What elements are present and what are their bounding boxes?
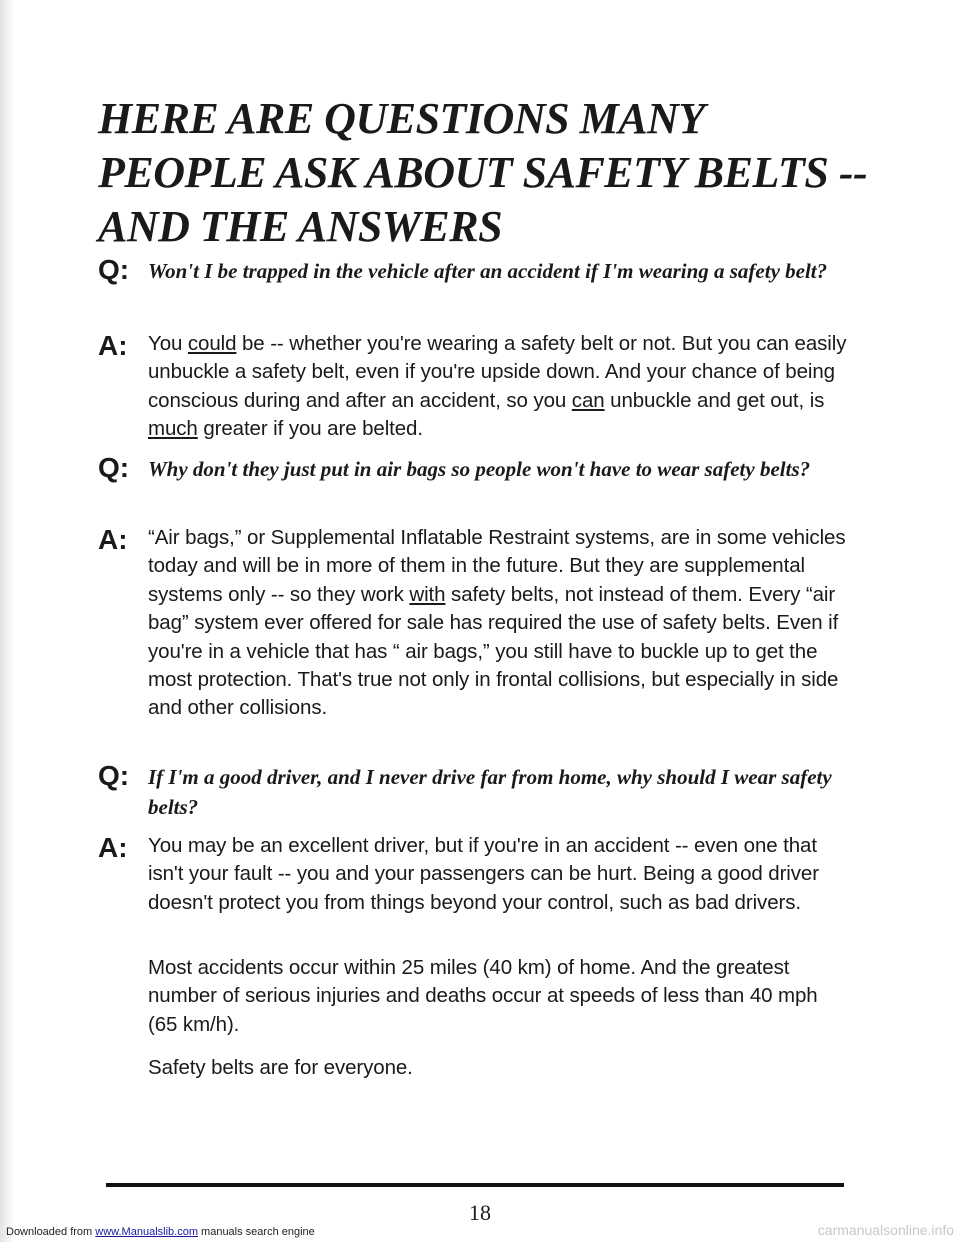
emphasis-with: with	[409, 582, 446, 606]
a-marker: A:	[98, 524, 128, 555]
page-edge-shadow	[0, 0, 14, 1242]
emphasis-can: can	[571, 388, 605, 412]
download-credit: Downloaded from www.Manualslib.com manuals search engine	[6, 1226, 315, 1238]
page-title: HERE ARE QUESTIONS MANY PEOPLE ASK ABOUT SAFETY BELTS -- AND THE ANSWERS	[98, 94, 868, 251]
answer-text: You could be -- whether you're wearing a safety belt or not. But you can easily unbuckle a safety belt, even if you're upside down. And your chance of being conscious during and after an accident, so you can unbuckle and get out, is much greater if you are belted.	[148, 332, 847, 441]
page-number: 18	[469, 1200, 491, 1225]
a-marker: A:	[98, 330, 128, 361]
emphasis-much: much	[148, 417, 198, 441]
emphasis-could: could	[187, 332, 237, 355]
answer-text: You may be an excellent driver, but if you're in an accident -- even one that isn't your fault -- you and your passengers can be hurt. Being a good driver doesn't protect you from things beyond your control, such as bad drivers.	[148, 834, 819, 914]
footer-rule	[106, 1183, 844, 1187]
watermark-text: carmanualsonline.info	[817, 1222, 954, 1238]
q-marker: Q:	[98, 760, 130, 791]
question-text: Why don't they just put in air bags so people won't have to wear safety belts?	[148, 457, 811, 481]
manualslib-link[interactable]: www.Manualslib.com	[95, 1226, 198, 1238]
q-marker: Q:	[98, 254, 130, 285]
body-paragraph: Most accidents occur within 25 miles (40 km) of home. And the greatest number of serious injuries and deaths occur at speeds of less than 40 mph (65 km/h).	[148, 956, 818, 1036]
question-text: If I'm a good driver, and I never drive far from home, why should I wear safety belts?	[148, 765, 832, 819]
a-marker: A:	[98, 832, 128, 863]
answer-text: “Air bags,” or Supplemental Inflatable Restraint systems, are in some vehicles today and will be in more of them in the future. But they are supplemental systems only -- so they work with safety belts, not instead of them. Every “air bag” system ever offered for sale has required the use of safety belts. Even if you're in a vehicle that has “ air bags,” you still have to buckle up to get the most protection. That's true not only in frontal collisions, but especially in side and other collisions.	[148, 526, 846, 720]
question-text: Won't I be trapped in the vehicle after an accident if I'm wearing a safety belt?	[148, 259, 828, 283]
q-marker: Q:	[98, 452, 130, 483]
body-paragraph: Safety belts are for everyone.	[148, 1056, 413, 1079]
